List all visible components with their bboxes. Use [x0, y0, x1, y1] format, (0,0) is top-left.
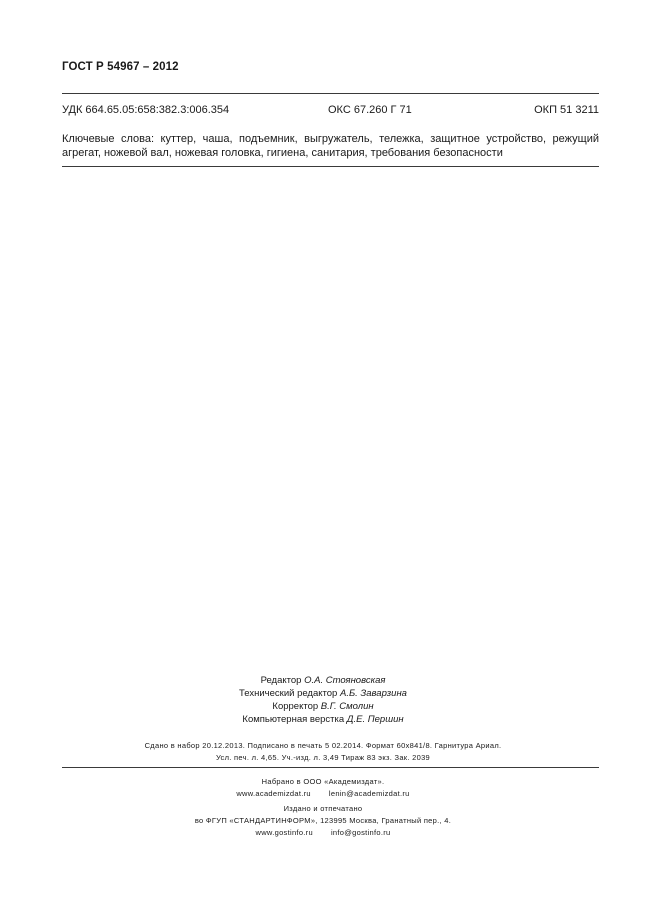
tech-editor-label: Технический редактор: [239, 688, 338, 699]
publisher-website[interactable]: www.academizdat.ru: [236, 789, 311, 798]
editor-label: Редактор: [260, 675, 302, 686]
print-details-line-1: Сдано в набор 20.12.2013. Подписано в печать 5 02.2014. Формат 60х841/8. Гарнитура Ариал.: [144, 741, 502, 750]
printer-website[interactable]: www.gostinfo.ru: [255, 828, 313, 837]
publisher-line: Набрано в ООО «Академиздат».: [261, 777, 385, 786]
divider-keywords: [62, 166, 599, 167]
corrector-line: [0, 700, 646, 713]
okp-code: ОКП 51 3211: [534, 104, 599, 116]
layout-label: Компьютерная верстка: [242, 714, 345, 725]
oks-code: ОКС 67.260 Г 71: [328, 104, 412, 116]
keywords-paragraph: Ключевые слова: куттер, чаша, подъемник, выгружатель, тележка, защитное устройство, режущий агрегат, ножевой вал, ножевая головка, гигиена, санитария, требования безопасности: [62, 133, 599, 159]
staff-credits: [0, 674, 646, 726]
print-details: [0, 740, 646, 764]
corrector-label: Корректор: [272, 701, 319, 712]
layout-line: [0, 713, 646, 726]
editor-line: [0, 674, 646, 687]
udk-code: УДК 664.65.05:658:382.3:006.354: [62, 104, 230, 116]
divider-top: [62, 93, 599, 94]
layout-name: Д.Е. Першин: [346, 714, 404, 725]
printer-contacts: [0, 827, 646, 839]
publisher-contacts: [0, 788, 646, 800]
standard-number: ГОСТ Р 54967 – 2012: [62, 61, 179, 73]
publisher-info: [0, 776, 646, 800]
corrector-name: В.Г. Смолин: [320, 701, 374, 712]
printer-line-1: Издано и отпечатано: [283, 804, 363, 813]
printer-line-2: во ФГУП «СТАНДАРТИНФОРМ», 123995 Москва, Гранатный пер., 4.: [194, 816, 452, 825]
tech-editor-name: А.Б. Заварзина: [339, 688, 407, 699]
printer-email[interactable]: info@gostinfo.ru: [330, 828, 391, 837]
printer-info: [0, 803, 646, 839]
tech-editor-line: [0, 687, 646, 700]
divider-imprint: [62, 767, 599, 768]
editor-name: О.А. Стояновская: [304, 675, 386, 686]
publisher-email[interactable]: lenin@academizdat.ru: [328, 789, 410, 798]
print-details-line-2: Усл. печ. л. 4,65. Уч.-изд. л. 3,49 Тираж 83 экз. Зак. 2039: [215, 753, 431, 762]
